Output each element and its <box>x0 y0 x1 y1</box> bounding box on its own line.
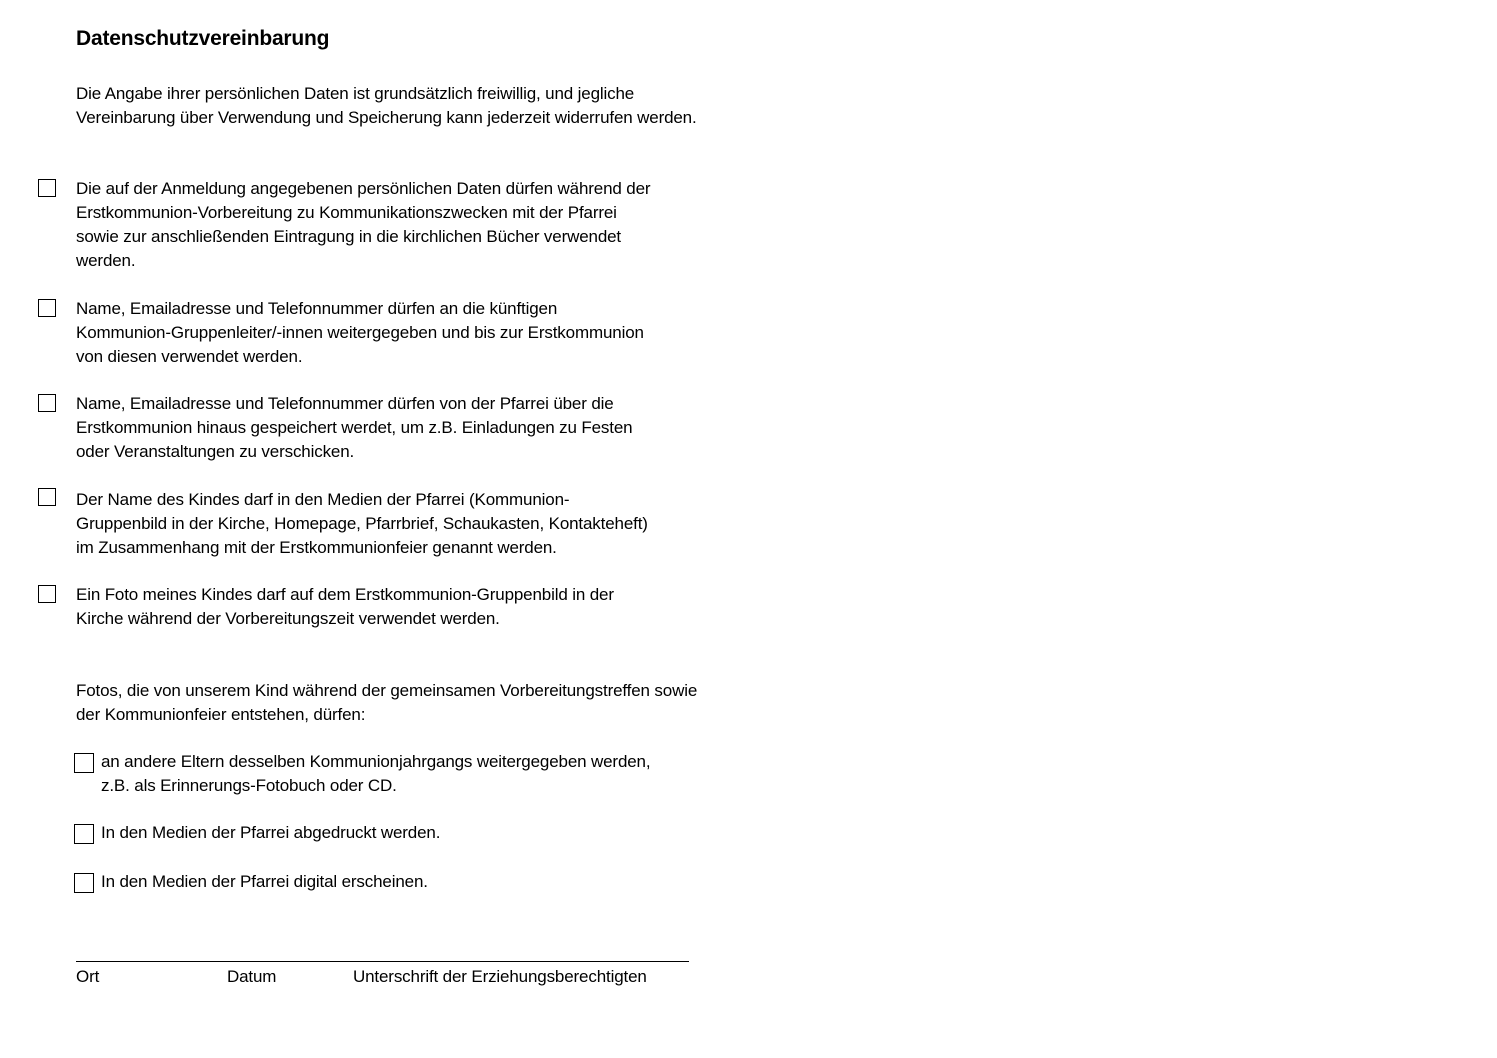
photo-checkbox-digital-media[interactable] <box>74 873 94 893</box>
consent-text-registration-data: Die auf der Anmeldung angegebenen persönlichen Daten dürfen während der Erstkommunion-Vorbereitung zu Kommunikationszwecken mit der Pfarrei sowie zur anschließenden Eintragung in die kirchlichen Bücher verwendet werden. <box>76 179 651 270</box>
photo-text-print-media: In den Medien der Pfarrei abgedruckt werden. <box>101 823 441 842</box>
consent-checkbox-group-leaders[interactable] <box>38 299 56 317</box>
consent-checkbox-registration-data[interactable] <box>38 179 56 197</box>
photo-text-share-parents: an andere Eltern desselben Kommunionjahrgangs weitergegeben werden, z.B. als Erinnerungs-Fotobuch oder CD. <box>101 752 651 795</box>
photo-checkbox-share-parents[interactable] <box>74 753 94 773</box>
photos-intro-paragraph: Fotos, die von unserem Kind während der gemeinsamen Vorbereitungstreffen sowie der Kommunionfeier entstehen, dürfen: <box>76 681 698 724</box>
consent-checkbox-storage[interactable] <box>38 394 56 412</box>
consent-text-group-leaders: Name, Emailadresse und Telefonnummer dürfen an die künftigen Kommunion-Gruppenleiter/-innen weitergegeben und bis zur Erstkommunion von diesen verwendet werden. <box>76 299 644 366</box>
page-title: Datenschutzvereinbarung <box>76 27 330 50</box>
consent-checkbox-child-name[interactable] <box>38 488 56 506</box>
consent-text-group-photo: Ein Foto meines Kindes darf auf dem Erstkommunion-Gruppenbild in der Kirche während der Vorbereitungszeit verwendet werden. <box>76 585 614 628</box>
consent-checkbox-group-photo[interactable] <box>38 585 56 603</box>
photo-checkbox-print-media[interactable] <box>74 824 94 844</box>
signature-date-label: Datum <box>227 967 277 986</box>
consent-text-storage: Name, Emailadresse und Telefonnummer dürfen von der Pfarrei über die Erstkommunion hinaus gespeichert werdet, um z.B. Einladungen zu Festen oder Veranstaltungen zu verschicken. <box>76 394 633 461</box>
consent-text-child-name: Der Name des Kindes darf in den Medien der Pfarrei (Kommunion- Gruppenbild in der Kirche, Homepage, Pfarrbrief, Schaukasten, Kontakteheft) im Zusammenhang mit der Erstkommunionfeier genannt werden. <box>76 490 648 557</box>
photo-text-digital-media: In den Medien der Pfarrei digital erscheinen. <box>101 872 428 891</box>
signature-place-label: Ort <box>76 967 100 986</box>
intro-paragraph: Die Angabe ihrer persönlichen Daten ist grundsätzlich freiwillig, und jegliche Vereinbarung über Verwendung und Speicherung kann jederzeit widerrufen werden. <box>76 84 697 127</box>
signature-line <box>76 961 689 962</box>
signature-sign-label: Unterschrift der Erziehungsberechtigten <box>353 967 647 986</box>
